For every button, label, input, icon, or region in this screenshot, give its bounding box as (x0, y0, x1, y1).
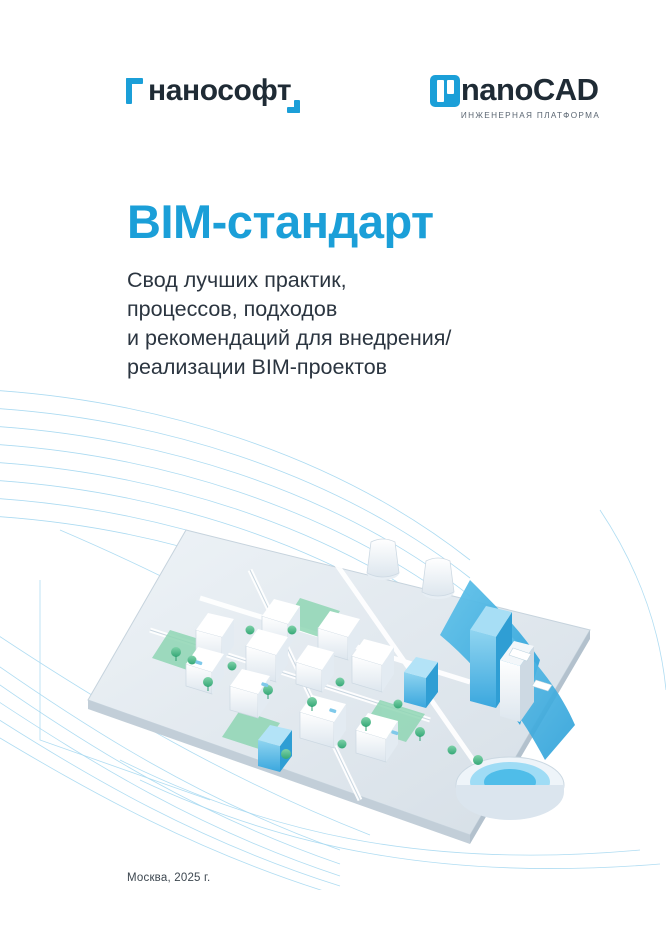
nanosoft-tail-icon (294, 100, 300, 113)
subtitle-line: и рекомендаций для внедрения/ (127, 326, 452, 350)
footer-imprint: Москва, 2025 г. (127, 872, 211, 884)
nanosoft-wordmark: нанософт (148, 76, 291, 106)
nanosoft-logo (126, 76, 291, 106)
subtitle-line: реализации BIM-проектов (127, 355, 388, 379)
logo-row (0, 70, 666, 130)
nanocad-name: nanoCAD (460, 72, 599, 107)
nanosoft-bracket-icon (126, 78, 143, 104)
isometric-city-illustration (0, 330, 666, 890)
nanocad-wordmark (461, 74, 666, 123)
page-title: BIM-стандарт (127, 195, 434, 248)
nanocad-logo (430, 74, 666, 123)
subtitle-line: Свод лучших практик, (127, 268, 347, 292)
nanocad-tagline: ИНЖЕНЕРНАЯ ПЛАТФОРМА (460, 111, 601, 120)
nanocad-square-icon (430, 75, 452, 107)
subtitle-line: процессов, подходов (127, 297, 338, 321)
